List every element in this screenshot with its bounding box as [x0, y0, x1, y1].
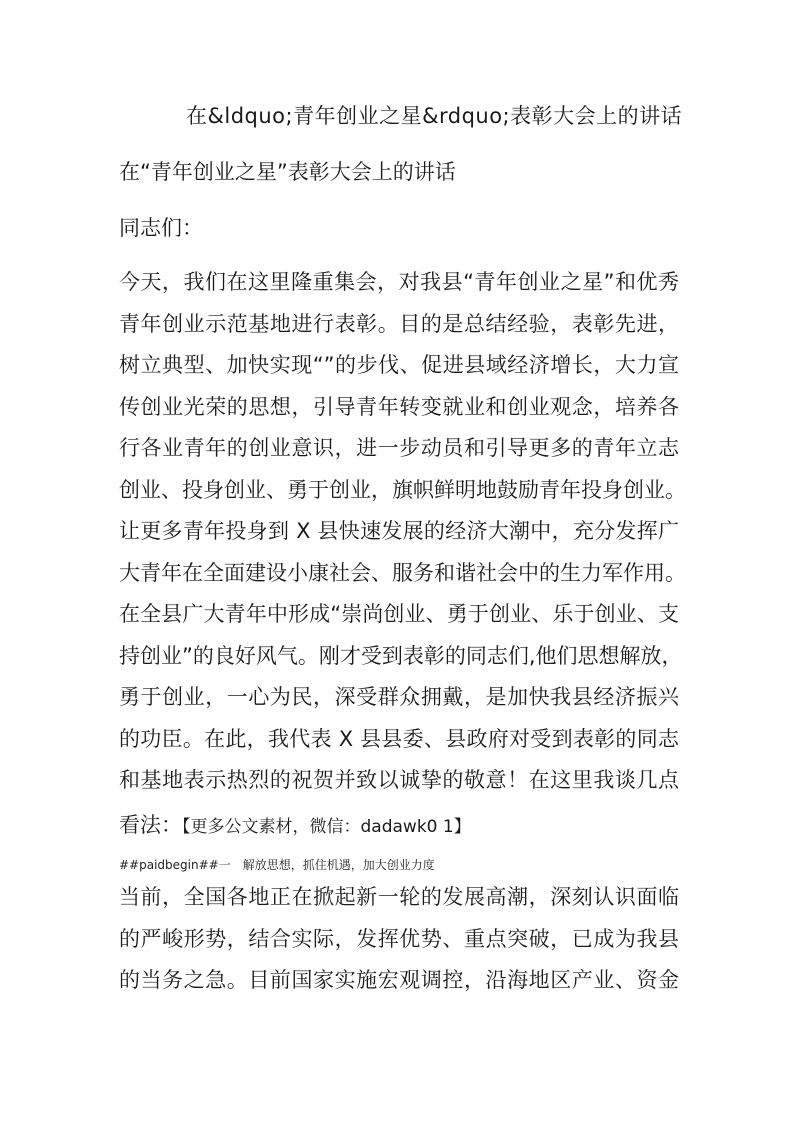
- paragraph-line: 行各业青年的创业意识，进一步动员和引导更多的青年立志: [119, 436, 679, 460]
- greeting: 同志们：: [119, 216, 203, 240]
- paragraph-line: 和基地表示热烈的祝贺并致以诚挚的敬意！在这里我谈几点: [119, 768, 679, 792]
- paragraph-line: 持创业”的良好风气。刚才受到表彰的同志们,他们思想解放，: [119, 643, 683, 668]
- paragraph-final-line: [119, 812, 471, 840]
- section-heading: ##paidbegin##一 解放思想，抓住机遇，加大创业力度: [119, 858, 435, 872]
- document-title: 在&ldquo;青年创业之星&rdquo;表彰大会上的讲话: [186, 104, 683, 128]
- paragraph-line-lead: 看法：: [119, 813, 182, 837]
- paragraph-line: 创业、投身创业、勇于创业，旗帜鲜明地鼓励青年投身创业。: [119, 477, 686, 502]
- paragraph-section-one: [119, 877, 679, 1002]
- paragraph-line: 的功臣。在此，我代表 X 县县委、县政府对受到表彰的同志: [119, 726, 679, 751]
- paragraph-line: 青年创业示范基地进行表彰。目的是总结经验，表彰先进，: [119, 311, 679, 336]
- promo-note: 【更多公文素材，微信：dadawk0 1】: [182, 817, 471, 837]
- paragraph-line: 传创业光荣的思想，引导青年转变就业和创业观念，培养各: [119, 394, 679, 419]
- paragraph-line: 勇于创业，一心为民，深受群众拥戴，是加快我县经济振兴: [119, 685, 679, 709]
- paragraph-line: 在全县广大青年中形成“崇尚创业、勇于创业、乐于创业、支: [119, 602, 679, 626]
- paragraph-line: 当前，全国各地正在掀起新一轮的发展高潮，深刻认识面临: [119, 885, 679, 909]
- paragraph-line: 树立典型、加快实现“”的步伐、促进县域经济增长，大力宣: [119, 353, 679, 377]
- paragraph-line: 让更多青年投身到 X 县快速发展的经济大潮中，充分发挥广: [119, 519, 679, 543]
- paragraph-line: 的严峻形势，结合实际，发挥优势、重点突破，已成为我县: [119, 926, 679, 951]
- paragraph-line: 的当务之急。目前国家实施宏观调控，沿海地区产业、资金: [119, 968, 679, 992]
- paragraph-intro: [119, 262, 686, 802]
- speech-subtitle: 在“青年创业之星”表彰大会上的讲话: [119, 160, 456, 184]
- paragraph-line: 今天，我们在这里隆重集会，对我县“青年创业之星”和优秀: [119, 270, 679, 294]
- paragraph-line: 大青年在全面建设小康社会、服务和谐社会中的生力军作用。: [119, 560, 686, 585]
